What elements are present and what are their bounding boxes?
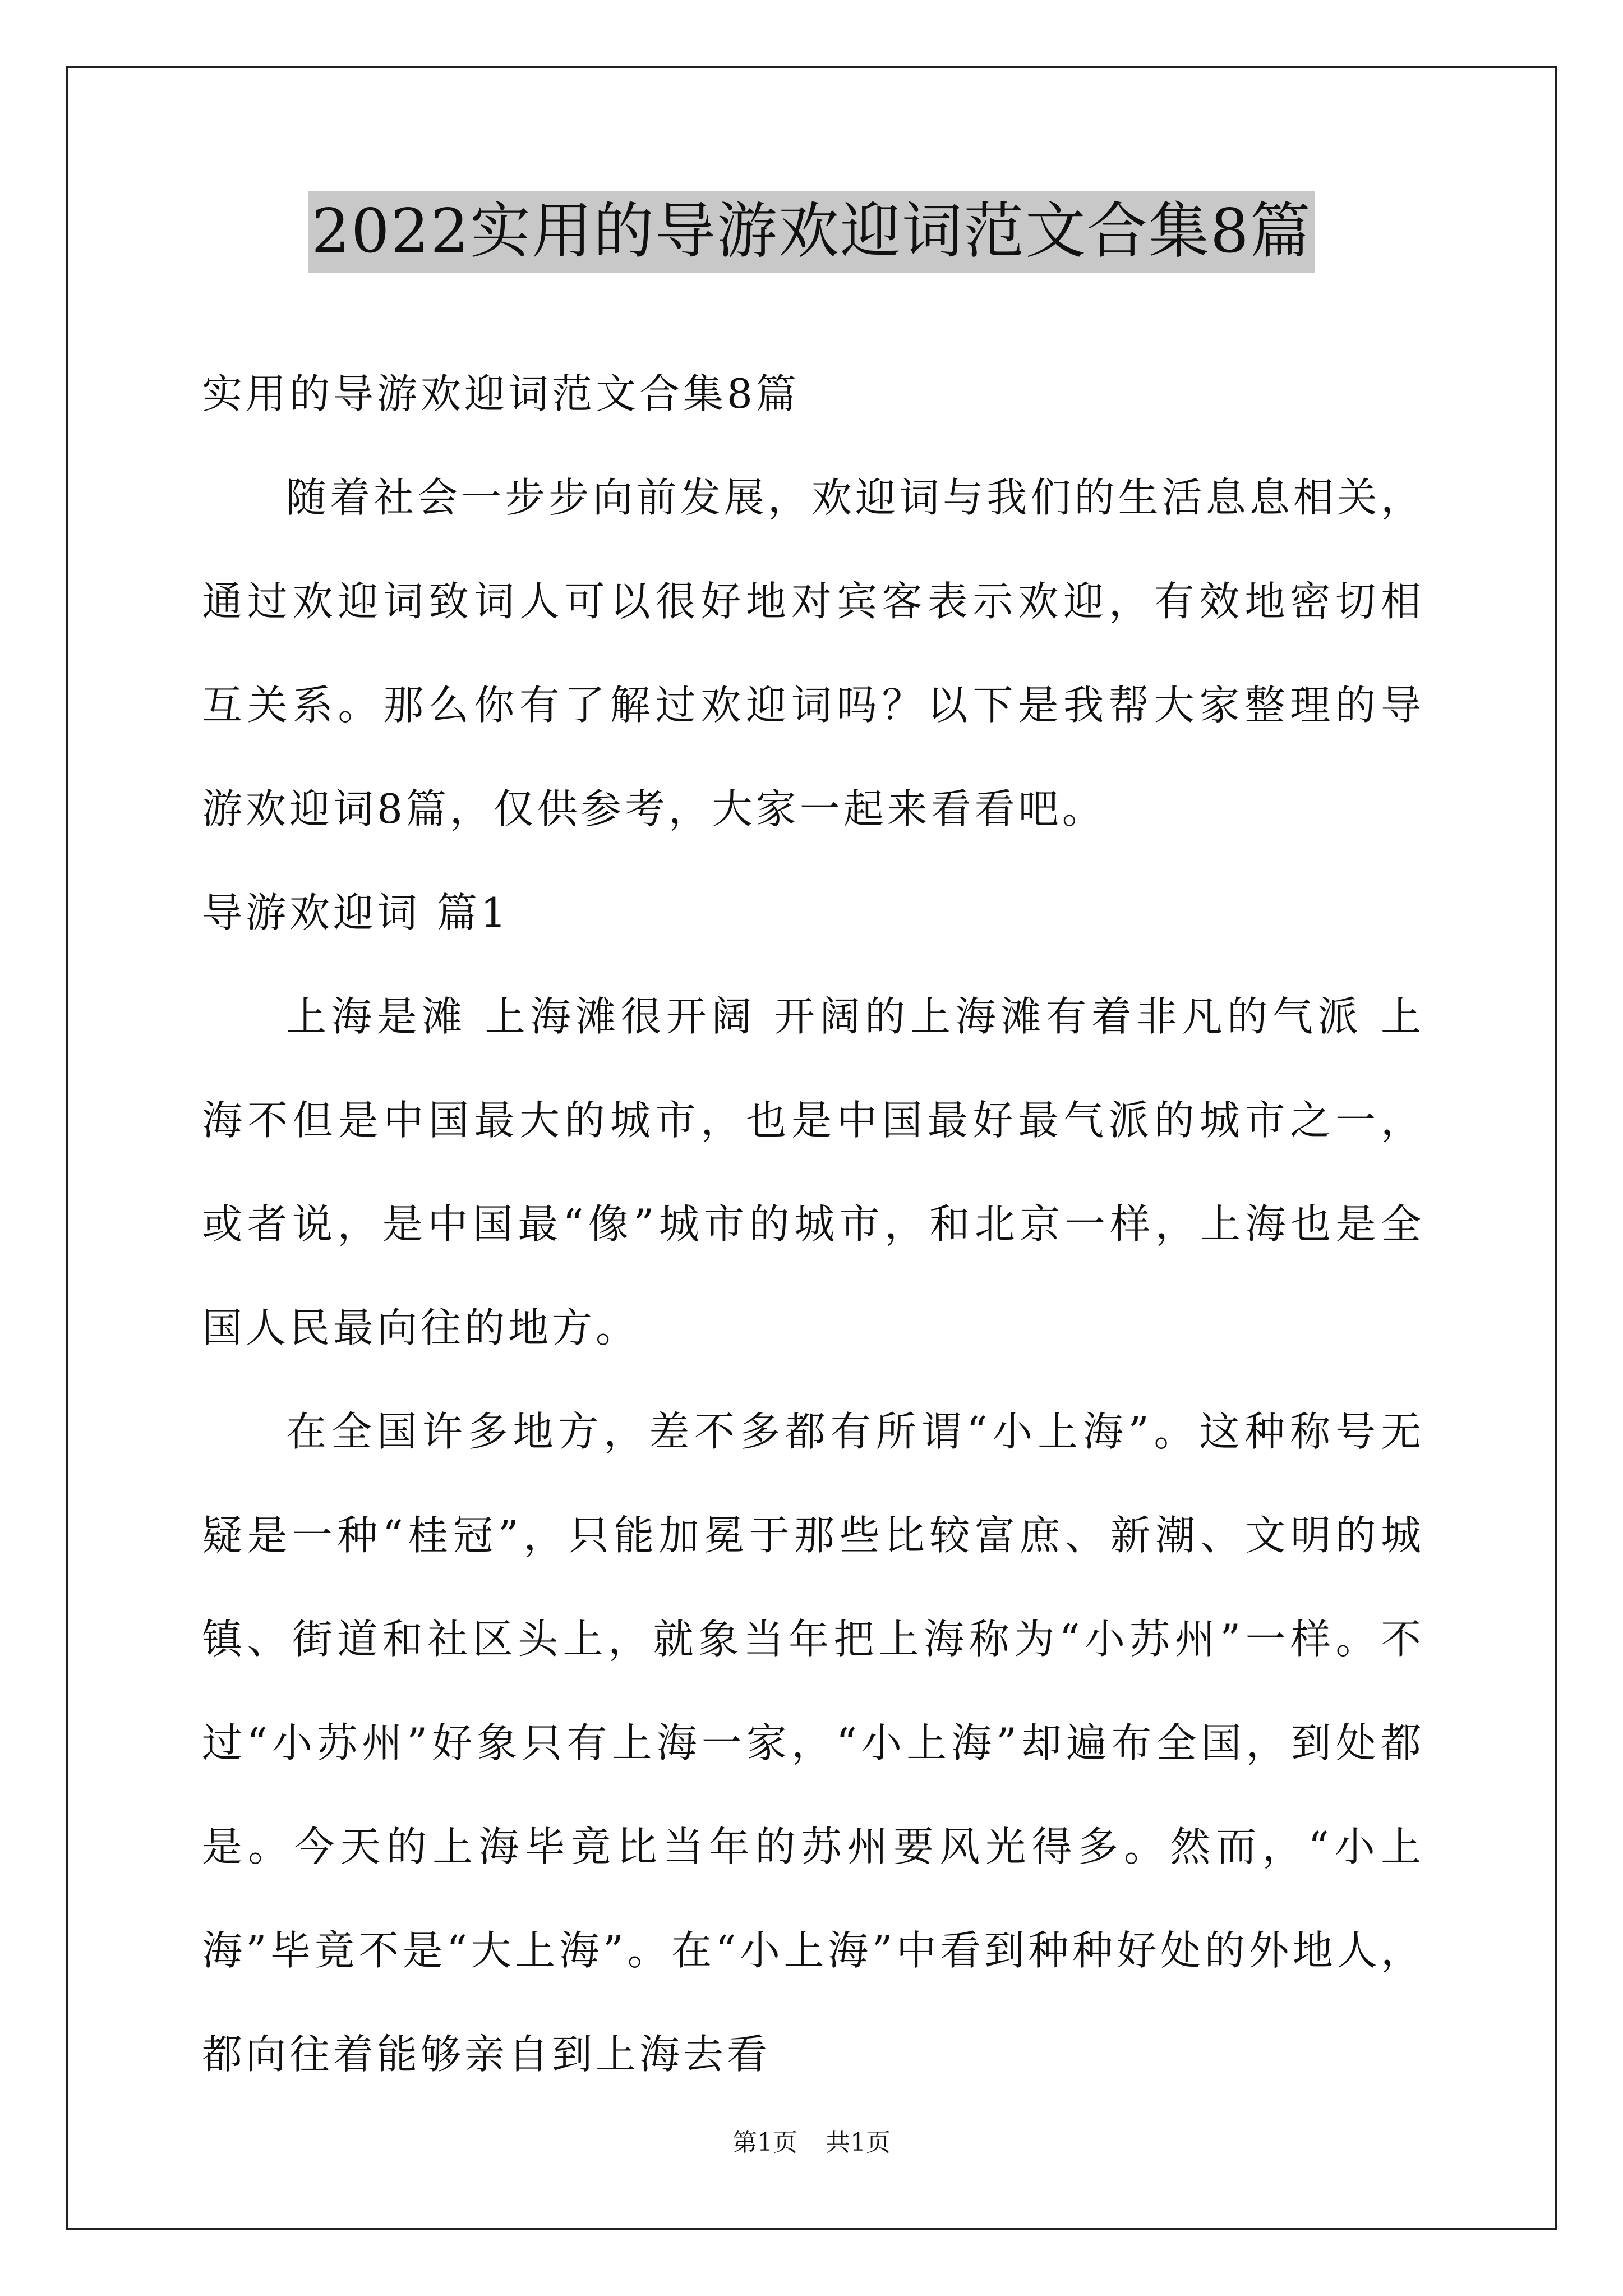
- section-heading: 导游欢迎词 篇1: [202, 889, 510, 936]
- page-number-total: 共1页: [826, 2128, 891, 2157]
- intro-paragraph: 随着社会一步步向前发展，欢迎词与我们的生活息息相关，通过欢迎词致词人可以很好地对宾客表示欢迎，有效地密切相互关系。那么你有了解过欢迎词吗？以下是我帮大家整理的导游欢迎词8篇，仅供参考，大家一起来看看吧。: [202, 474, 1424, 832]
- body-paragraph-1: 上海是滩 上海滩很开阔 开阔的上海滩有着非凡的气派 上海不但是中国最大的城市，也是中国最好最气派的城市之一，或者说，是中国最“像”城市的城市，和北京一样，上海也是全国人民最向往的地方。: [202, 993, 1424, 1351]
- page-number-current: 第1页: [732, 2128, 797, 2157]
- body-paragraph-2: 在全国许多地方，差不多都有所谓“小上海”。这种称号无疑是一种“桂冠”，只能加冕于那些比较富庶、新潮、文明的城镇、街道和社区头上，就象当年把上海称为“小苏州”一样。不过“小苏州”好象只有上海一家，“小上海”却遍布全国，到处都是。今天的上海毕竟比当年的苏州要风光得多。然而，“小上海”毕竟不是“大上海”。在“小上海”中看到种种好处的外地人，都向往着能够亲自到上海去看: [202, 1408, 1424, 2078]
- page-footer: [0, 2126, 1623, 2160]
- document-title: [0, 191, 1623, 273]
- document-title-text: 2022实用的导游欢迎词范文合集8篇: [308, 191, 1315, 273]
- document-subtitle: 实用的导游欢迎词范文合集8篇: [202, 370, 800, 417]
